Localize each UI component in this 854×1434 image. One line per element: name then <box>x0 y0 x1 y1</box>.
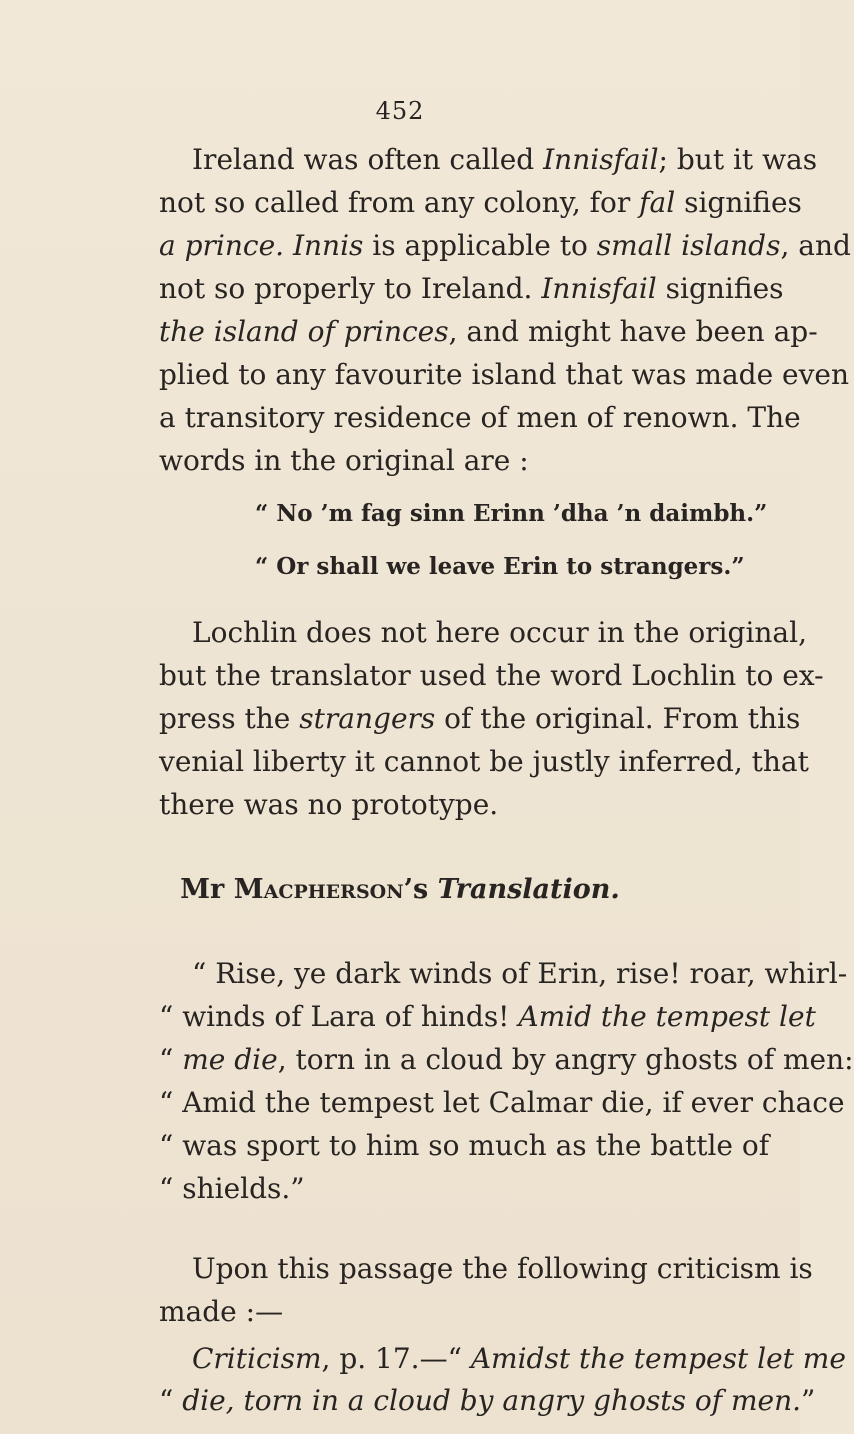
text-line <box>159 400 801 436</box>
text-line <box>192 956 848 992</box>
verse-translation: “ Or shall we leave Erin to strangers.” <box>255 553 745 580</box>
text-line <box>159 357 850 393</box>
heading-name-smallcaps: acpherson <box>263 874 404 905</box>
text-run: Lochlin does not here occur in the original, <box>192 616 807 649</box>
text-line <box>159 999 816 1035</box>
text-line <box>159 1128 770 1164</box>
text-run: “ was sport to him so much as the battle of <box>159 1129 770 1162</box>
text-run: “ winds of Lara of hinds! <box>159 1000 519 1033</box>
italic-run: Innisfail <box>543 143 659 176</box>
text-line <box>159 443 767 479</box>
heading-prefix: Mr <box>180 874 234 905</box>
text-run: not so properly to Ireland. <box>159 272 542 305</box>
text-run: signifies <box>675 186 802 219</box>
italic-run: Innis <box>292 229 364 262</box>
text-run: , p. 17.—“ <box>321 1342 471 1375</box>
text-run: ” <box>801 1384 816 1417</box>
paragraph-criticism-intro: Upon this passage the following criticism is <box>192 1252 813 1285</box>
text-line <box>159 701 801 737</box>
italic-run: strangers <box>299 702 436 735</box>
text-run: “ Rise, ye dark winds of Erin, rise! roar, whirl- <box>192 957 848 990</box>
text-run: , torn in a cloud by angry ghosts of men: <box>277 1043 854 1076</box>
text-run: “ <box>159 1043 183 1076</box>
text-run: there was no prototype. <box>159 788 499 821</box>
italic-run: fal <box>639 186 676 219</box>
text-run: of the original. From this <box>435 702 801 735</box>
text-run: Ireland was often called <box>192 143 544 176</box>
text-run: not so called from any colony, for <box>159 186 640 219</box>
text-line <box>159 271 784 307</box>
verse-gaelic: “ No ’m fag sinn Erinn ’dha ’n daimbh.” <box>255 500 768 527</box>
text-line <box>159 314 818 350</box>
page-number: 452 <box>375 97 425 125</box>
text-run: signifies <box>656 272 784 305</box>
text-line <box>159 744 809 780</box>
text-line <box>192 615 807 651</box>
text-run: words in the original are : <box>159 444 529 477</box>
criticism-line <box>192 1341 846 1377</box>
text-run: ; but it was <box>658 143 818 176</box>
italic-run: Amid the tempest let <box>518 1000 816 1033</box>
text-run: , and <box>780 229 851 262</box>
text-line <box>159 1085 845 1121</box>
text-run: “ Amid the tempest let Calmar die, if ever chace <box>159 1086 845 1119</box>
heading-name-cap: M <box>233 874 264 905</box>
heading-suffix: ’s <box>403 874 438 905</box>
text-line <box>159 185 802 221</box>
text-run: , and might have been ap- <box>448 315 818 348</box>
section-heading <box>0 872 800 908</box>
text-run: but the translator used the word Lochlin to ex- <box>159 659 824 692</box>
text-line <box>159 787 767 823</box>
italic-run: small islands <box>596 229 781 262</box>
italic-run: Innisfail <box>541 272 657 305</box>
text-run: “ shields.” <box>159 1172 305 1205</box>
italic-run: Criticism <box>192 1342 322 1375</box>
text-run: plied to any favourite island that was made even <box>159 358 850 391</box>
italic-run: me die <box>182 1043 278 1076</box>
text-run: venial liberty it cannot be justly inferred, that <box>159 745 809 778</box>
text-run <box>284 229 293 262</box>
text-line <box>159 228 851 264</box>
paragraph-criticism-intro-end: made :— <box>159 1295 284 1328</box>
italic-run: the island of princes <box>159 315 449 348</box>
text-line <box>192 142 818 178</box>
criticism-line-2 <box>159 1383 816 1419</box>
text-line <box>159 658 824 694</box>
text-line <box>159 1042 854 1078</box>
text-run: “ <box>159 1384 183 1417</box>
italic-run: a prince. <box>159 229 285 262</box>
italic-run: Amidst the tempest let me <box>470 1342 846 1375</box>
text-run: press the <box>159 702 300 735</box>
text-line <box>159 1171 767 1207</box>
text-run: is applicable to <box>363 229 597 262</box>
italic-run: die, torn in a cloud by angry ghosts of men. <box>182 1384 802 1417</box>
heading-italic: Translation. <box>437 874 620 905</box>
text-run: a transitory residence of men of renown. The <box>159 401 801 434</box>
